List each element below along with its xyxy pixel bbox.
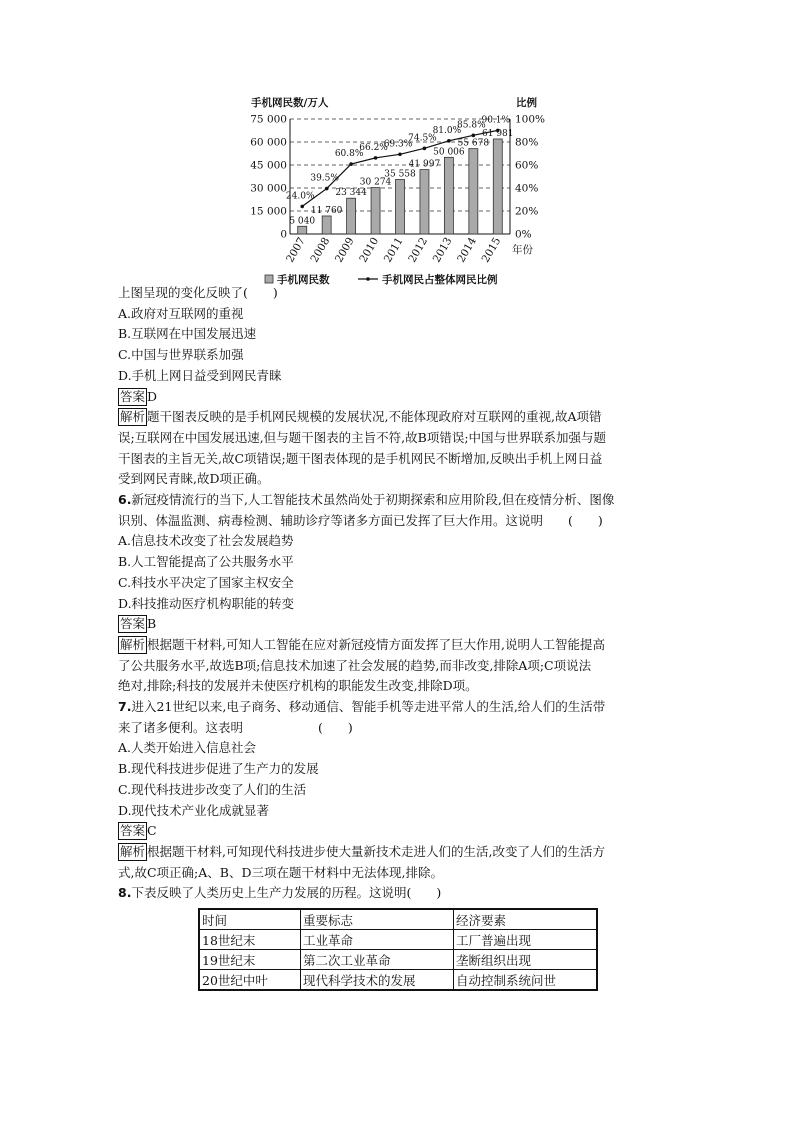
q7-stem-text-1: 进入21世纪以来,电子商务、移动通信、智能手机等走进平常人的生活,给人们的生活带: [131, 699, 606, 715]
right-axis-title: 比例: [516, 97, 537, 109]
bar: [396, 179, 405, 234]
left-tick-label: 15 000: [250, 205, 287, 218]
q6-option-d: D.科技推动医疗机构职能的转变: [118, 595, 295, 611]
ratio-point: [325, 187, 329, 191]
bar: [298, 226, 307, 234]
right-tick-label: 60%: [515, 159, 539, 172]
ratio-value-label: 39.5%: [310, 173, 339, 184]
ratio-value-label: 66.2%: [359, 142, 388, 153]
q8-number: 8.: [118, 885, 132, 901]
table-cell: 19世纪末: [199, 950, 301, 970]
q7-answer: [118, 821, 678, 842]
left-tick-label: 0: [280, 228, 287, 241]
q7-stem-line-2: 来了诸多便利。这表明 ( ): [118, 719, 353, 735]
bar: [322, 216, 331, 234]
category-label: 2008: [308, 235, 333, 265]
ratio-point: [398, 153, 402, 157]
bar: [493, 139, 502, 234]
left-tick-label: 60 000: [250, 136, 287, 149]
legend-bar-label: 手机网民数: [277, 274, 330, 286]
q8-table: [198, 908, 598, 991]
q5-option-b: B.互联网在中国发展迅速: [118, 326, 257, 342]
q6-answer: [118, 614, 678, 635]
analysis-tag: 解析: [120, 636, 146, 652]
ratio-value-label: 85.8%: [457, 120, 486, 131]
q7-stem-line-1: [118, 697, 678, 718]
table-cell: 自动控制系统问世: [454, 970, 598, 991]
q7-number: 7.: [118, 699, 132, 715]
q8-stem-text: 下表反映了人类历史上生产力发展的历程。这说明( ): [131, 885, 442, 901]
left-tick-label: 30 000: [250, 182, 287, 195]
table-header-cell: 重要标志: [301, 909, 454, 930]
q6-analysis-line-3: 绝对,排除;科技的发展并未使医疗机构的职能发生改变,排除D项。: [118, 678, 478, 694]
category-label: 2010: [357, 235, 382, 265]
q5-analysis-line-4: 受到网民青睐,故D项正确。: [118, 471, 270, 487]
right-tick-label: 80%: [515, 136, 539, 149]
q6-analysis-line-2: 了公共服务水平,故选B项;信息技术加速了社会发展的趋势,而非改变,排除A项;C项说法: [118, 657, 592, 673]
q7-option-b: B.现代科技进步促进了生产力的发展: [118, 761, 319, 777]
bar-value-label: 30 274: [359, 177, 392, 188]
table-header-cell: 经济要素: [454, 909, 598, 930]
category-label: 2015: [479, 235, 504, 265]
legend-line-point: [366, 277, 370, 281]
q7-option-a: A.人类开始进入信息社会: [118, 740, 257, 756]
q6-stem-line-1: [118, 490, 678, 511]
table-header-cell: 时间: [199, 909, 301, 930]
q5-analysis-line-2: 误;互联网在中国发展迅速,但与题干图表的主旨不符,故B项错误;中国与世界联系加强与题: [118, 429, 607, 445]
table-row: [199, 950, 597, 970]
ratio-value-label: 90.1%: [481, 115, 511, 126]
bar-value-label: 61 981: [482, 128, 514, 139]
answer-tag: 答案: [120, 616, 146, 632]
left-tick-label: 75 000: [250, 113, 287, 126]
ratio-value-label: 81.0%: [432, 125, 462, 136]
ratio-value-label: 60.8%: [334, 149, 364, 160]
q6-analysis-line-1: [118, 635, 678, 656]
bar-value-label: 55 678: [457, 138, 490, 149]
right-tick-label: 40%: [515, 182, 539, 195]
answer-tag: 答案: [120, 388, 146, 404]
bar: [469, 149, 478, 234]
left-tick-label: 45 000: [250, 159, 287, 172]
category-label: 2012: [406, 235, 431, 265]
ratio-value-label: 24.0%: [285, 191, 315, 202]
q5-answer: [118, 387, 678, 408]
table-header-row: [199, 909, 597, 930]
bar-value-label: 50 006: [433, 147, 465, 158]
ratio-point: [300, 205, 304, 209]
q8-stem: [118, 883, 678, 904]
bar-value-label: 5 040: [289, 216, 316, 227]
q6-analysis-text-1: 根据题干材料,可知人工智能在应对新冠疫情方面发挥了巨大作用,说明人工智能提高: [147, 636, 605, 652]
category-label: 2011: [381, 235, 406, 265]
q8-table-wrap: [198, 908, 598, 991]
table-row: [199, 930, 597, 950]
q6-answer-value: B: [147, 616, 157, 632]
table-cell: 现代科学技术的发展: [301, 970, 454, 991]
right-tick-label: 20%: [515, 205, 539, 218]
q6-option-b: B.人工智能提高了公共服务水平: [118, 554, 294, 570]
q7-option-d: D.现代技术产业化成就显著: [118, 802, 270, 818]
table-cell: 第二次工业革命: [301, 950, 454, 970]
q7-option-c: C.现代科技进步改变了人们的生活: [118, 781, 307, 797]
ratio-value-label: 74.5%: [408, 133, 437, 144]
table-cell: 工业革命: [301, 930, 454, 950]
bar: [420, 170, 429, 234]
q7-analysis-line-2: 式,故C项正确;A、B、D三项在题干材料中无法体现,排除。: [118, 864, 443, 880]
q5-stem: 上图呈现的变化反映了( ): [118, 285, 278, 300]
ratio-point: [423, 147, 427, 151]
q5-analysis-text-1: 题干图表反映的是手机网民规模的发展状况,不能体现政府对互联网的重视,故A项错: [147, 409, 602, 425]
q6-option-a: A.信息技术改变了社会发展趋势: [118, 533, 294, 549]
ratio-point: [447, 139, 451, 143]
ratio-point: [472, 134, 476, 138]
answer-tag: 答案: [120, 823, 146, 839]
q5-analysis-line-3: 干图表的主旨无关,故C项错误;题干图表体现的是手机网民不断增加,反映出手机上网日益: [118, 450, 603, 466]
right-tick-label: 0%: [515, 228, 532, 241]
table-cell: 18世纪末: [199, 930, 301, 950]
legend-line-label: 手机网民占整体网民比例: [382, 274, 498, 286]
mobile-netizen-chart: [245, 92, 555, 292]
left-axis-title: 手机网民数/万人: [251, 97, 329, 109]
table-cell: 垄断组织出现: [454, 950, 598, 970]
q6-stem-text-1: 新冠疫情流行的当下,人工智能技术虽然尚处于初期探索和应用阶段,但在疫情分析、图像: [131, 492, 615, 508]
q6-option-c: C.科技水平决定了国家主权安全: [118, 574, 294, 590]
q7-analysis-text-1: 根据题干材料,可知现代科技进步使大量新技术走进人们的生活,改变了人们的生活方: [147, 843, 605, 859]
table-cell: 20世纪中叶: [199, 970, 301, 991]
q6-stem-line-2: 识别、体温监测、病毒检测、辅助诊疗等诸多方面已发挥了巨大作用。这说明 ( ): [118, 512, 603, 528]
x-axis-title: 年份: [512, 244, 533, 256]
right-tick-label: 100%: [515, 113, 546, 126]
q5-option-a: A.政府对互联网的重视: [118, 305, 244, 321]
ratio-point: [374, 156, 378, 160]
q5-answer-value: D: [147, 388, 158, 404]
q5-option-d: D.手机上网日益受到网民青睐: [118, 367, 282, 383]
legend-bar-swatch: [265, 275, 273, 283]
category-label: 2009: [332, 235, 357, 265]
category-label: 2014: [455, 235, 479, 265]
table-cell: 工厂普遍出现: [454, 930, 598, 950]
q5-analysis-line-1: [118, 407, 678, 428]
ratio-point: [349, 162, 353, 166]
q7-answer-value: C: [147, 823, 157, 839]
bar-value-label: 41 997: [408, 159, 441, 170]
q5-option-c: C.中国与世界联系加强: [118, 347, 244, 363]
bar: [444, 157, 453, 234]
analysis-tag: 解析: [120, 843, 146, 859]
q7-analysis-line-1: [118, 842, 678, 863]
analysis-tag: 解析: [120, 409, 146, 425]
ratio-value-label: 69.3%: [383, 139, 413, 150]
category-label: 2013: [430, 235, 455, 265]
bar-value-label: 35 558: [384, 169, 416, 180]
q6-number: 6.: [118, 492, 132, 508]
bar: [347, 198, 356, 234]
bar: [371, 188, 380, 234]
question-5: [118, 283, 678, 904]
bar-value-label: 11 760: [310, 205, 343, 216]
category-label: 2007: [284, 235, 308, 265]
table-row: [199, 970, 597, 991]
bar-value-label: 23 344: [335, 188, 367, 199]
